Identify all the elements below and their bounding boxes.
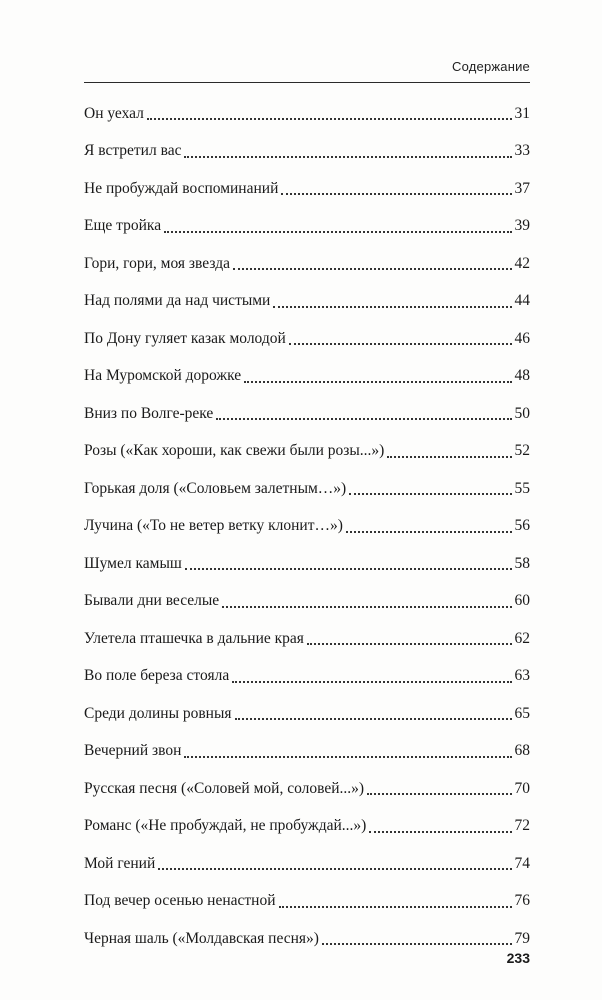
toc-entry	[84, 358, 530, 396]
dot-leader	[369, 830, 511, 833]
toc-entry	[84, 658, 530, 696]
dot-leader	[279, 905, 512, 908]
toc-entry	[84, 620, 530, 658]
dot-leader	[273, 305, 511, 308]
toc-entry	[84, 433, 530, 471]
toc-entry-title: Шумел камыш	[84, 554, 182, 572]
dot-leader	[367, 792, 511, 795]
toc-entry-title: Не пробуждай воспоминаний	[84, 179, 279, 197]
dot-leader	[322, 942, 512, 945]
dot-leader	[349, 492, 511, 495]
toc-entry-page: 55	[514, 479, 530, 497]
toc-entry-page: 37	[514, 179, 530, 197]
dot-leader	[185, 567, 512, 570]
toc-entry-title: На Муромской дорожке	[84, 367, 242, 385]
toc-entry-title: Черная шаль («Молдавская песня»)	[84, 929, 319, 947]
toc-entry-title: По Дону гуляет казак молодой	[84, 329, 286, 347]
toc-entry-page: 68	[514, 742, 530, 760]
toc-entry	[84, 845, 530, 883]
toc-entry	[84, 170, 530, 208]
toc-entry-page: 74	[514, 854, 530, 872]
toc-entry-page: 76	[514, 892, 530, 910]
toc-entry	[84, 283, 530, 321]
dot-leader	[147, 117, 512, 120]
dot-leader	[164, 230, 511, 233]
toc-entry-page: 39	[514, 217, 530, 235]
dot-leader	[184, 755, 511, 758]
toc-entry	[84, 208, 530, 246]
toc-entry-page: 52	[514, 442, 530, 460]
dot-leader	[281, 192, 511, 195]
toc-entry-page: 72	[514, 817, 530, 835]
toc-entry	[84, 920, 530, 958]
toc-entry	[84, 470, 530, 508]
toc-entry-title: Среди долины ровныя	[84, 704, 232, 722]
toc-entry-title: Он уехал	[84, 104, 144, 122]
toc-entry-title: Лучина («То не ветер ветку клонит…»)	[84, 517, 343, 535]
toc-entry-page: 42	[514, 254, 530, 272]
header-rule	[84, 82, 530, 83]
toc-entry-title: Под вечер осенью ненастной	[84, 892, 276, 910]
toc-entry-page: 70	[514, 779, 530, 797]
dot-leader	[158, 867, 511, 870]
toc-entry-title: Розы («Как хороши, как свежи были розы...»)	[84, 442, 385, 460]
toc-entry-page: 31	[514, 104, 530, 122]
page-number: 233	[506, 950, 530, 966]
toc-entry	[84, 808, 530, 846]
toc-entry	[84, 508, 530, 546]
dot-leader	[346, 530, 512, 533]
toc-entry-title: Вечерний звон	[84, 742, 182, 760]
toc-entry-title: Во поле береза стояла	[84, 667, 230, 685]
toc-entry-title: Бывали дни веселые	[84, 592, 220, 610]
toc-entry	[84, 733, 530, 771]
toc-entry-title: Я встретил вас	[84, 142, 182, 160]
toc-entry	[84, 395, 530, 433]
toc-entry	[84, 545, 530, 583]
toc-entry	[84, 95, 530, 133]
dot-leader	[289, 342, 512, 345]
toc-entry	[84, 133, 530, 171]
running-head: Содержание	[452, 59, 530, 74]
toc-entry-title: Еще тройка	[84, 217, 162, 235]
toc-entry-page: 46	[514, 329, 530, 347]
toc-entry-title: Горькая доля («Соловьем залетным…»)	[84, 479, 347, 497]
toc-entry-title: Романс («Не пробуждай, не пробуждай...»)	[84, 817, 367, 835]
toc-entry-page: 65	[514, 704, 530, 722]
toc-entry-title: Гори, гори, моя звезда	[84, 254, 230, 272]
toc-entry	[84, 770, 530, 808]
toc-entry-page: 58	[514, 554, 530, 572]
dot-leader	[233, 267, 512, 270]
toc-entry-page: 50	[514, 404, 530, 422]
toc-entry-page: 56	[514, 517, 530, 535]
toc-entry	[84, 883, 530, 921]
toc-entry	[84, 695, 530, 733]
toc-entry-page: 33	[514, 142, 530, 160]
dot-leader	[244, 380, 511, 383]
toc-entry-title: Вниз по Волге-реке	[84, 404, 214, 422]
dot-leader	[222, 605, 511, 608]
toc-entry-page: 60	[514, 592, 530, 610]
dot-leader	[307, 642, 512, 645]
toc-entry-page: 44	[514, 292, 530, 310]
toc-entry-title: Улетела пташечка в дальние края	[84, 629, 304, 647]
toc-entry	[84, 583, 530, 621]
toc-entry-title: Русская песня («Соловей мой, соловей...»)	[84, 779, 365, 797]
dot-leader	[235, 717, 512, 720]
toc-entry-page: 79	[514, 929, 530, 947]
toc-entry-page: 48	[514, 367, 530, 385]
toc-entry-page: 63	[514, 667, 530, 685]
toc-entry-page: 62	[514, 629, 530, 647]
toc-entry-title: Над полями да над чистыми	[84, 292, 271, 310]
dot-leader	[184, 155, 511, 158]
toc-entry-title: Мой гений	[84, 854, 156, 872]
dot-leader	[232, 680, 511, 683]
dot-leader	[216, 417, 511, 420]
toc-entry	[84, 245, 530, 283]
table-of-contents	[84, 95, 530, 958]
toc-entry	[84, 320, 530, 358]
dot-leader	[387, 455, 511, 458]
